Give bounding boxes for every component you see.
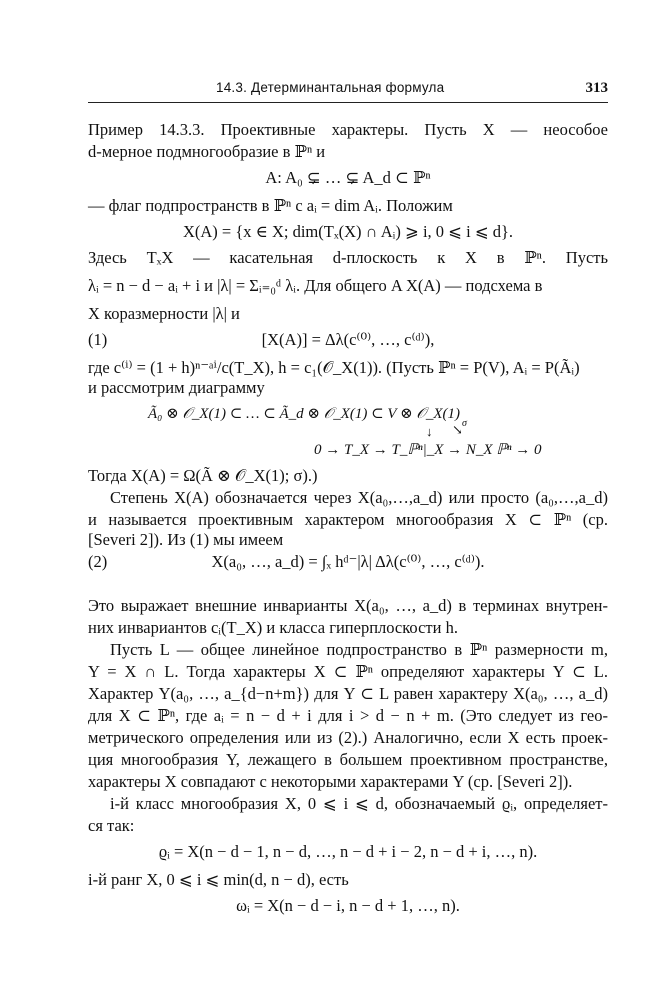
- formula-class: ϱᵢ = X(n − d − 1, n − d, …, n − d + i − 2, n − d + i, …, n).: [158, 842, 538, 861]
- text-line: — флаг подпространств в ℙⁿ с aᵢ = dim Aᵢ. Положим: [88, 196, 453, 215]
- text-line: d-мерное подмногообразие в ℙⁿ и: [88, 142, 326, 161]
- text-line: для X ⊂ ℙⁿ, где aᵢ = n − d + i для i > d − n + m. (Это следует из гео-: [88, 706, 608, 725]
- equation-body: X(a₀, …, a_d) = ∫ₓ hᵈ⁻|λ| Δλ(c⁽⁰⁾, …, c⁽ᵈ⁾).: [211, 552, 485, 571]
- formula-schubert-variety: X(A) = {x ∈ X; dim(Tₓ(X) ∩ Aᵢ) ⩾ i, 0 ⩽ i ⩽ d}.: [182, 222, 514, 241]
- formula-flag: A: A₀ ⊊ … ⊊ A_d ⊂ ℙⁿ: [265, 168, 431, 187]
- text-line: характеры X совпадают с некоторыми характерами Y (ср. [Severi 2]).: [88, 772, 573, 791]
- equation-number: (1): [88, 330, 108, 349]
- text-line: ция многообразия Y, лежащего в большем проективном пространстве,: [88, 750, 608, 769]
- down-arrow-icon: ↓: [426, 424, 433, 439]
- text-line: Здесь TₓX — касательная d-плоскость к X в ℙⁿ. Пусть: [88, 248, 608, 267]
- running-title: 14.3. Детерминантальная формула: [216, 80, 445, 95]
- formula-rank: ωᵢ = X(n − d − i, n − d + 1, …, n).: [236, 896, 460, 915]
- diagram-top-row: Ã₀ ⊗ 𝒪_X(1) ⊂ … ⊂ Ã_d ⊗ 𝒪_X(1) ⊂ V ⊗ 𝒪_X(1): [148, 406, 460, 422]
- sigma-label: σ: [462, 418, 467, 429]
- text-line: Характер Y(a₀, …, a_{d−n+m}) для Y ⊂ L равен характеру X(a₀, …, a_d): [88, 684, 608, 703]
- text-line: них инвариантов cᵢ(T_X) и класса гиперплоскости h.: [88, 618, 458, 637]
- text-line: Тогда X(A) = Ω(Ã ⊗ 𝒪_X(1); σ).): [88, 466, 318, 485]
- text-line: Пример 14.3.3. Проективные характеры. Пусть X — неособое: [88, 120, 608, 139]
- diagram-bottom-row: 0 → T_X → T_ℙⁿ|_X → N_X ℙⁿ → 0: [314, 442, 542, 458]
- equation-number: (2): [88, 552, 108, 571]
- text-line: и называется проективным характером многообразия X ⊂ ℙⁿ (ср.: [88, 510, 608, 529]
- text-line: метрического определения или из (2).) Аналогично, если X есть проек-: [88, 728, 608, 747]
- text-line: [Severi 2]). Из (1) мы имеем: [88, 530, 284, 549]
- diagonal-arrow-icon: ↘: [452, 422, 463, 437]
- text-line: и рассмотрим диаграмму: [88, 378, 265, 397]
- text-line: Пусть L — общее линейное подпространство в ℙⁿ размерности m,: [110, 640, 608, 659]
- text-line: Степень X(A) обозначается через X(a₀,…,a_d) или просто (a₀,…,a_d): [110, 488, 608, 507]
- text-line: i-й ранг X, 0 ⩽ i ⩽ min(d, n − d), есть: [88, 870, 349, 889]
- text-line: λᵢ = n − d − aᵢ + i и |λ| = Σᵢ₌₀ᵈ λᵢ. Для общего A X(A) — подсхема в: [88, 276, 543, 295]
- text-line: i-й класс многообразия X, 0 ⩽ i ⩽ d, обозначаемый ϱᵢ, определяет-: [110, 794, 608, 813]
- text-line: Это выражает внешние инварианты X(a₀, …, a_d) в терминах внутрен-: [88, 596, 608, 615]
- equation-body: [X(A)] = Δλ(c⁽⁰⁾, …, c⁽ᵈ⁾),: [261, 330, 435, 349]
- text-line: ся так:: [88, 816, 135, 835]
- text-line: где c⁽ⁱ⁾ = (1 + h)ⁿ⁻ᵃⁱ/c(T_X), h = c₁(𝒪_X(1)). (Пусть ℙⁿ = P(V), Aᵢ = P(Ãᵢ): [88, 358, 580, 377]
- text-line: X коразмерности |λ| и: [88, 304, 240, 323]
- text-line: Y = X ∩ L. Тогда характеры X ⊂ ℙⁿ определяют характеры Y ⊂ L.: [88, 662, 608, 681]
- page-number: 313: [585, 80, 608, 96]
